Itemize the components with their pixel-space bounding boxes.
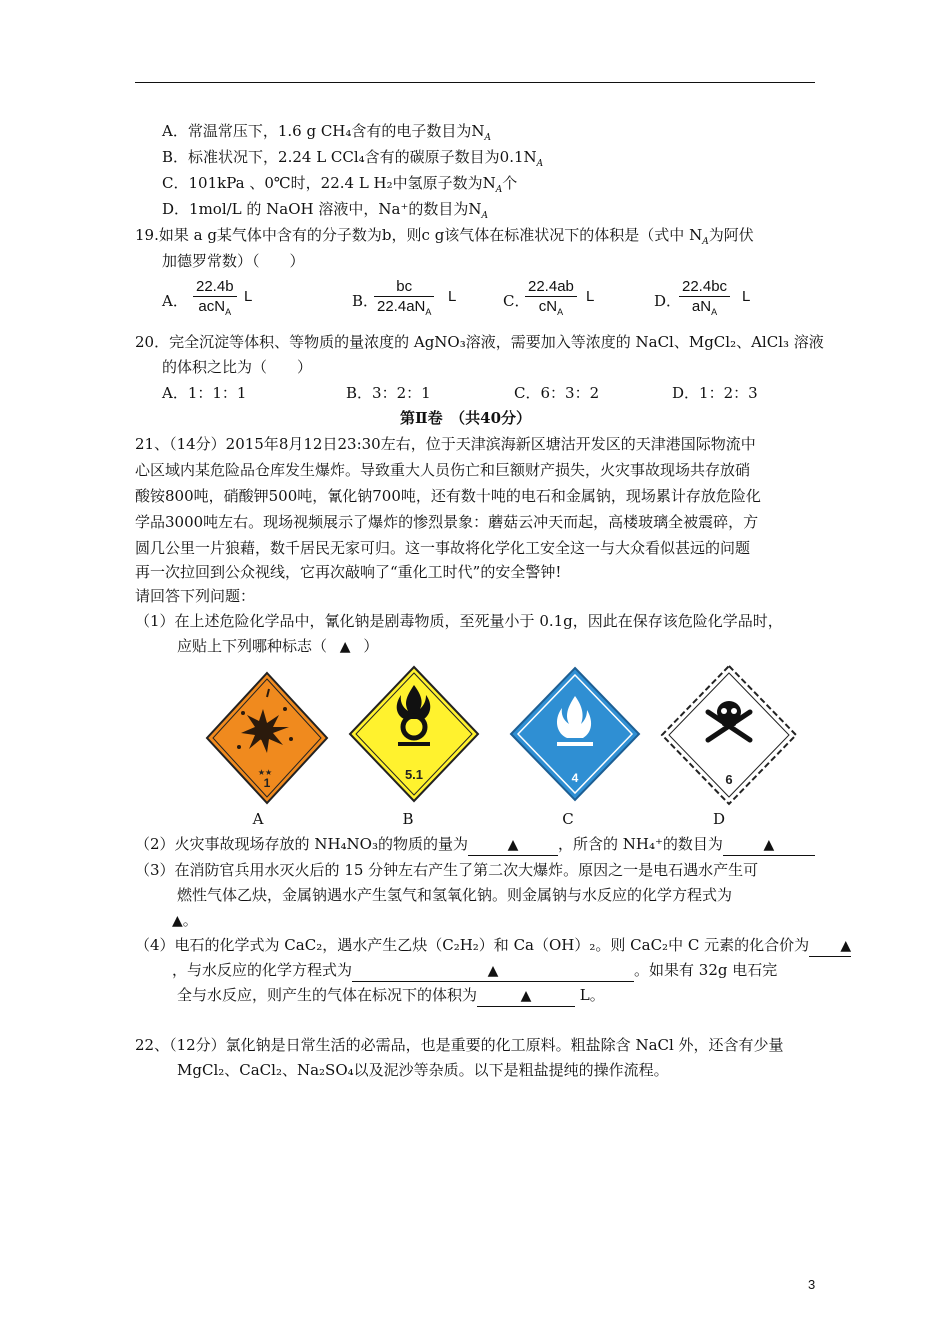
q21-sub1-line1: （1）在上述危险化学品中，氰化钠是剧毒物质，至死量小于 0.1g，因此在保存该危险化学品时， — [135, 612, 783, 630]
answer-blank: ▲ — [520, 988, 532, 1004]
page-number: 3 — [808, 1277, 816, 1292]
fraction — [525, 277, 577, 322]
q21-sub4-line1 — [135, 935, 851, 957]
denominator — [374, 296, 434, 322]
class-number: 4 — [571, 771, 579, 785]
option-label: A． — [162, 292, 188, 310]
denominator-subscript: A — [225, 307, 232, 317]
q21-sub4-line2 — [172, 960, 777, 982]
denominator — [679, 296, 730, 322]
stars-label: ★★ — [257, 768, 273, 777]
q18-option-b: B．标准状况下，2.24 L CCl₄含有的碳原子数目为$0.1N_A$ — [162, 148, 544, 169]
q18-option-d: D．1mol/L 的 NaOH 溶液中，Na⁺的数目为$N_A$ — [162, 200, 488, 221]
sign-label-b: B — [402, 810, 414, 828]
sub4-unit: L。 — [579, 986, 605, 1004]
fraction — [374, 277, 434, 322]
sign-label-a: A — [252, 810, 264, 828]
q21-sub1-line2 — [177, 636, 378, 657]
class-number: 1 — [263, 776, 271, 790]
class-number: 5.1 — [404, 767, 424, 782]
denominator-subscript: A — [557, 307, 564, 317]
denominator-text: acN — [198, 298, 226, 315]
unit: L — [742, 288, 751, 305]
q19-stem-line2: 加德罗常数）（ ） — [162, 252, 305, 270]
sub4-text-c: 全与水反应，则产生的气体在标况下的体积为 — [177, 986, 478, 1004]
numerator: bc — [396, 278, 413, 295]
q21-sub3-line1: （3）在消防官兵用水灭火后的 15 分钟左右产生了第二次大爆炸。原因之一是电石遇水产生可 — [135, 861, 759, 879]
answer-blank: ▲ — [507, 837, 519, 853]
answer-placeholder: ▲ — [339, 639, 351, 655]
sub4-text-b: 。如果有 32g 电石完 — [634, 961, 778, 979]
header-rule — [135, 82, 815, 83]
sub1-close: ） — [363, 637, 379, 655]
sub2-text-a: （2）火灾事故现场存放的 NH₄NO₃的物质的量为 — [135, 835, 468, 853]
numerator: 22.4ab — [528, 278, 574, 295]
fraction — [679, 277, 730, 322]
section-title: 第Ⅱ卷 （共40分） — [400, 409, 532, 427]
q20-stem-line1: 20．完全沉淀等体积、等物质的量浓度的 AgNO₃溶液，需要加入等浓度的 NaCl、MgCl₂、AlCl₃ 溶液 — [135, 333, 824, 351]
q21-sub3-line3 — [172, 910, 198, 931]
denominator-text: 22.4aN — [377, 298, 426, 315]
q21-paragraph-line2: 心区域内某危险品仓库发生爆炸。导致重大人员伤亡和巨额财产损失，火灾事故现场共存放硝 — [135, 461, 751, 479]
q21-prompt: 请回答下列问题： — [135, 587, 256, 605]
sub3-end: 。 — [182, 911, 198, 929]
q21-paragraph-line1: 21、（14分）2015年8月12日23:30左右，位于天津滨海新区塘沽开发区的天津港国际物流中 — [135, 435, 756, 453]
q18-option-c: C．101kPa 、0℃时，22.4 L H₂中氢原子数为$N_A$个 — [162, 174, 518, 195]
option-label: B． — [352, 292, 379, 310]
q19-stem-line1: 19.如果 a g某气体中含有的分子数为b，则c g该气体在标准状况下的体积是（式中 $N_A$为阿伏 — [135, 226, 754, 247]
q20-option-b: B．3：2：1 — [346, 384, 431, 402]
hazard-sign-oxidizer — [346, 663, 482, 805]
numerator: 22.4bc — [682, 278, 728, 295]
denominator — [193, 296, 237, 322]
q21-paragraph-line4: 学品3000吨左右。现场视频展示了爆炸的惨烈景象：蘑菇云冲天而起，高楼玻璃全被震碎，方 — [135, 513, 759, 531]
denominator-text: cN — [538, 298, 558, 315]
option-label: D． — [654, 292, 682, 310]
sub4-text: （4）电石的化学式为 CaC₂，遇水产生乙炔（C₂H₂）和 Ca（OH）₂。则 CaC₂中 C 元素的化合价为 — [135, 936, 810, 954]
unit: L — [448, 288, 457, 305]
numerator: 22.4b — [196, 278, 234, 295]
hazard-sign-explosive — [203, 669, 331, 807]
unit: L — [586, 288, 595, 305]
hazard-sign-flammable-solid — [507, 664, 643, 804]
sign-label-d: D — [712, 810, 726, 828]
q21-sub3-line2: 燃性气体乙炔，金属钠遇水产生氢气和氢氧化钠。则金属钠与水反应的化学方程式为 — [177, 886, 733, 904]
hazard-sign-toxic — [658, 662, 800, 808]
sub4-text-a: ，与水反应的化学方程式为 — [172, 961, 353, 979]
unit: L — [244, 288, 253, 305]
q21-sub4-line3 — [177, 985, 605, 1007]
denominator-subscript: A — [425, 307, 432, 317]
answer-blank: ▲ — [487, 963, 499, 979]
sub1-text: 应贴上下列哪种标志（ — [177, 637, 328, 655]
q21-paragraph-line3: 酸铵800吨，硝酸钾500吨，氰化钠700吨，还有数十吨的电石和金属钠，现场累计存放危险化 — [135, 487, 761, 505]
q21-paragraph-line6: 再一次拉回到公众视线，它再次敲响了“重化工时代”的安全警钟! — [135, 563, 562, 581]
q21-sub2 — [135, 834, 815, 856]
answer-blank: ▲ — [763, 837, 775, 853]
q20-option-a: A．1：1：1 — [162, 384, 247, 402]
fraction — [193, 277, 237, 322]
answer-placeholder: ▲ — [172, 913, 183, 929]
q20-option-d: D．1：2：3 — [672, 384, 758, 402]
denominator — [525, 296, 577, 322]
sub2-text-b: ，所含的 NH₄⁺的数目为 — [557, 835, 723, 853]
q21-paragraph-line5: 圆几公里一片狼藉，数千居民无家可归。这一事故将化学化工安全这一与大众看似甚远的问题 — [135, 539, 751, 557]
class-number: 6 — [725, 772, 733, 787]
sign-label-c: C — [562, 810, 574, 828]
q20-option-c: C．6：3：2 — [514, 384, 600, 402]
denominator-text: aN — [691, 298, 712, 315]
q22-stem-line1: 22、（12分）氯化钠是日常生活的必需品，也是重要的化工原料。粗盐除含 NaCl 外，还含有少量 — [135, 1036, 784, 1054]
answer-blank: ▲ — [840, 938, 852, 954]
denominator-subscript: A — [711, 307, 718, 317]
q22-stem-line2: MgCl₂、CaCl₂、Na₂SO₄以及泥沙等杂质。以下是粗盐提纯的操作流程。 — [177, 1061, 669, 1079]
option-label: C． — [503, 292, 530, 310]
q20-stem-line2: 的体积之比为（ ） — [162, 358, 313, 376]
q18-option-a: A．常温常压下，1.6 g CH₄含有的电子数目为$N_A$ — [162, 122, 492, 143]
